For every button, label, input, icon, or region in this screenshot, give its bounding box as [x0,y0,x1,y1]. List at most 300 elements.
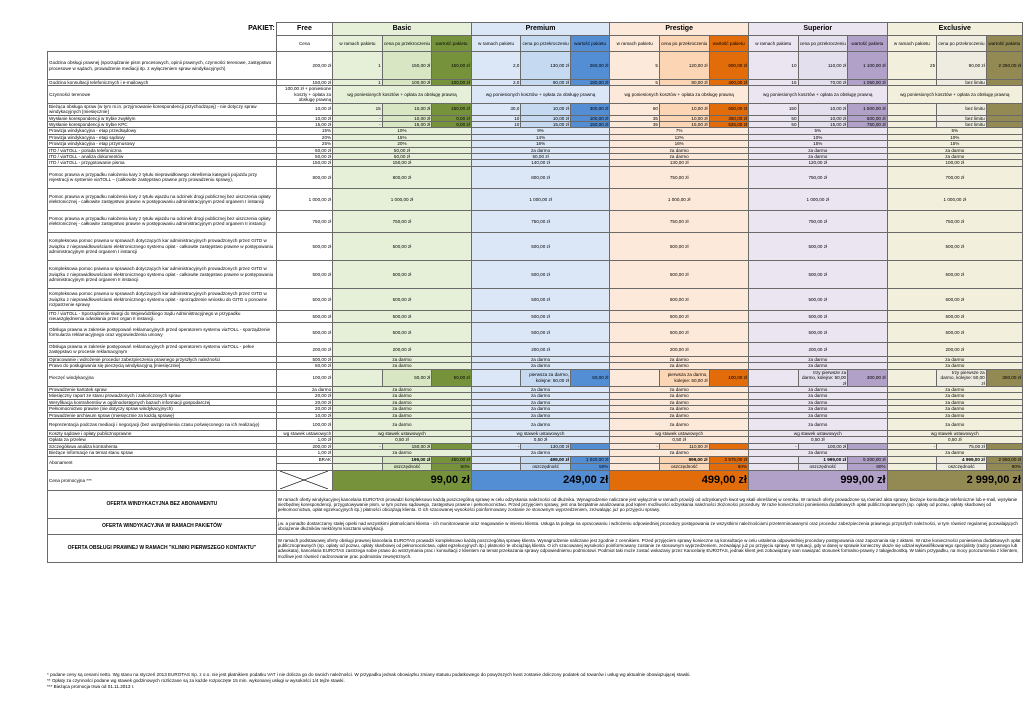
prestige-promo-price: 499,00 zł [610,470,749,490]
sub-header-cena-po-exclusive: cena po przekroczeniu [937,36,987,52]
prestige-included-cell: 60 [610,103,660,115]
prestige-abonament-price: 999,00 zł [659,456,709,463]
free-price-cell: 50,00 zł [276,147,332,153]
row-label: Pomoc prawna w przypadku nałożenia kary z tytułu wjazdu na odcinek drogi publicznej bez uiszczenia opłaty elektronicznej - całkowite zastępstwo prawne w postępowaniu administracyjnym przed organem II instancji [48,210,277,232]
exclusive-price-cell: wg stawek ustawowych [887,430,1022,436]
exclusive-abonament-spacer [887,456,937,463]
sub-header-w-ramach-basic: w ramach pakietu [333,36,383,52]
prestige-price-cell: 7% [610,128,749,134]
footnote-promo: *** Bieżąca promocja trwa od 01.11.2013 r. [47,683,135,689]
row-label: Bieżąca obsługa spraw (w tym m.in. przyjmowanie korespondencji przychodzącej) - nie dotyczy spraw windykacyjnych [miesięcznie] [48,103,277,115]
offer-description-row [48,534,1023,562]
free-price-cell: 100,00 zł [276,418,332,430]
exclusive-price-cell: za darmo [887,386,1022,392]
superior-over-cell: 100,00 zł [798,443,848,449]
superior-price-cell: 500,00 zł [748,288,887,310]
free-price-cell: 800,00 zł [276,166,332,188]
superior-oszczednosc-value: 60% [848,463,887,470]
superior-over-cell: 70,00 zł [798,80,848,86]
row-label: Pieczęć windykacyjna [48,369,277,386]
sub-header-cena-po-superior: cena po przekroczeniu [798,36,848,52]
prestige-price-cell: za darmo [610,418,749,430]
free-price-cell: za darmo [276,386,332,392]
free-price-cell: 500,00 zł [276,356,332,362]
price-table [47,22,1023,563]
exclusive-included-cell: 25 [887,52,937,80]
row-label: Czynności terenowe [48,86,277,103]
sub-header-wartosc-premium: wartość pakietu [570,36,609,52]
free-price-cell: 10,00 zł [276,115,332,121]
basic-price-cell: 200,00 zł [333,342,472,356]
table-row [48,260,1023,288]
superior-price-cell: za darmo [748,363,887,369]
abonament-row [48,456,1023,463]
basic-value-cell: 150,00 zł [432,52,471,80]
prestige-price-cell: wg poniesionych kosztów + opłata za obsługę prawną [610,86,749,103]
sub-header-w-ramach-premium: w ramach pakietu [471,36,521,52]
basic-promo-price: 99,00 zł [333,470,472,490]
premium-price-cell: 18% [471,141,610,147]
premium-price-cell: za darmo [471,406,610,412]
exclusive-oszczednosc-value: 90% [986,463,1022,470]
exclusive-over-cell: bez limitu [937,122,987,128]
row-label: ITD / viaTOLL - analiza dokumentów [48,154,277,160]
footnotes [47,672,1023,689]
free-price-cell: 100,00 zł [276,369,332,386]
table-row [48,188,1023,210]
superior-price-cell: 750,00 zł [748,166,887,188]
row-label: Kompleksowa pomoc prawna w sprawach dotyczących kar administracyjnych prowadzonych przez GITD w związku z nieprawidłowościami elektronicznego systemu opłat - całkowite zastępstwo prawne w postępowaniu administracyjnym przed organem II instancji [48,260,277,288]
price-table-sheet [47,22,1023,563]
row-label: Opracowanie i wdrożenie procedur zabezpieczenia prawnego przyszłych należności [48,356,277,362]
row-label: Weryfikacja kontrahentów w ogólnodostępnych bazach informacji gospodarczej [48,399,277,405]
free-price-cell: 20,00 zł [276,399,332,405]
free-price-cell: 200,00 zł [276,52,332,80]
exclusive-over-cell: trzy pierwsze za darmo, kolejne: 50,00 zł [937,369,987,386]
free-price-cell: 200,00 zł [276,443,332,449]
row-label: Wysłanie korespondencji w trybie zwykłym [48,115,277,121]
premium-included-cell: 2,0 [471,80,521,86]
basic-price-cell: za darmo [333,418,472,430]
exclusive-over-cell: 75,00 zł [937,443,987,449]
superior-oszczednosc-spacer [748,463,798,470]
offer-description-row [48,518,1023,534]
free-price-cell: 10,00 zł [276,412,332,418]
superior-price-cell: za darmo [748,412,887,418]
premium-over-cell: 10,00 zł [521,103,571,115]
basic-included-cell: - [333,122,383,128]
free-price-cell: 200,00 zł [276,342,332,356]
pakiet-label: PAKIET: [248,25,275,33]
superior-price-cell: za darmo [748,450,887,456]
prestige-abonament-spacer [610,456,660,463]
sub-header-w-ramach-exclusive: w ramach pakietu [887,36,937,52]
exclusive-price-cell: za darmo [887,356,1022,362]
prestige-price-cell: 500,00 zł [610,260,749,288]
sub-header-w-ramach-superior: w ramach pakietu [748,36,798,52]
exclusive-price-cell: 1 000,00 zł [887,188,1022,210]
exclusive-price-cell: 500,00 zł [887,322,1022,342]
premium-price-cell: 9% [471,128,610,134]
basic-abonament-value: 450,00 zł [432,456,471,463]
row-label: Prowizja windykacyjna - etap przedsądowy [48,128,277,134]
free-price-cell: 50,00 zł [276,154,332,160]
prestige-value-cell: 100,00 zł [709,369,748,386]
basic-price-cell: 500,00 zł [333,288,472,310]
basic-price-cell: za darmo [333,356,472,362]
package-superior-title: Superior [748,23,887,36]
premium-price-cell: 140,00 zł [471,160,610,166]
premium-price-cell: 500,00 zł [471,310,610,322]
superior-price-cell: 500,00 zł [748,310,887,322]
superior-price-cell: za darmo [748,393,887,399]
superior-over-cell: 15,00 zł [798,122,848,128]
premium-price-cell: 500,00 zł [471,260,610,288]
prestige-over-cell: 10,00 zł [659,115,709,121]
basic-price-cell: 0,50 zł [333,437,472,443]
superior-price-cell: za darmo [748,356,887,362]
footnote-hours: ** Opłaty za czynności podane wg stawek godzinowych rozliczane są za każde rozpoczęte 15 min. wykonanej usługi w wysokości 1/4 tejże stawki. [47,677,345,683]
exclusive-price-cell: wg poniesionych kosztów + opłata za obsługę prawną [887,86,1022,103]
offer-description-text: W ramach oferty windykacyjnej kancelaria EUROTAS prowadzi kompleksowo każdą poszczególną sprawę w celu odzyskania należności od dłużnika. Wynagrodzenie naliczane jest wyłącznie w ramach prowizji od odzyskanych kwot wg skali określonej w cenniku. W ramach oferty prowadzone są również akta sprawy, bieżące konsultacje telefoniczne lub e-mail, wysyłanie niezbędnej korespondencji, przygotowywanie pism, w tym pozwu sądowego, zastępstwo prawne i pełnomocnictwo. Przed przyjęciem sprawy, jest ona bezpłatnie analizowana pod kątem możliwości odzyskania należności złożoności procedury. W razie konieczności poniesienia dodatkowych opłat publicznoprawnych (np. opłaty od pozwu, opłaty skarbowej od pełnomocnictwa, opłat egzekucyjnych itp.) płatności obciążają klienta. O ich szacowanej wysokości poinformowany zostanie ze stosownym wyprzedzeniem, zezwalając już po przyjęciu sprawy. [276,490,1022,518]
premium-price-cell: za darmo [471,450,610,456]
prestige-price-cell: za darmo [610,393,749,399]
prestige-value-cell: 525,00 zł [709,122,748,128]
row-label: Obsługa prawna w zakresie postępowań reklamacyjnych przed operatorem systemu viaTOLL - pełne zastępstwo w procesie reklamacyjnym [48,342,277,356]
exclusive-price-cell: 700,00 zł [887,166,1022,188]
abonament-label: Abonament [48,456,277,470]
exclusive-included-cell: - [887,443,937,449]
exclusive-over-cell: bez limitu [937,80,987,86]
superior-price-cell: 500,00 zł [748,260,887,288]
prestige-included-cell: - [610,443,660,449]
prestige-price-cell: 12% [610,134,749,140]
basic-price-cell: 20% [333,141,472,147]
prestige-price-cell: za darmo [610,386,749,392]
prestige-price-cell: 500,00 zł [610,232,749,260]
premium-over-cell: 10,00 zł [521,115,571,121]
prestige-price-cell: 200,00 zł [610,342,749,356]
row-label: Miesięczny raport ze stanu prowadzonych i zakończonych spraw [48,393,277,399]
exclusive-price-cell: za darmo [887,154,1022,160]
prestige-price-cell: za darmo [610,399,749,405]
exclusive-price-cell: 500,00 zł [887,232,1022,260]
premium-price-cell: 500,00 zł [471,288,610,310]
prestige-over-cell: 120,00 zł [659,52,709,80]
package-prestige-title: Prestige [610,23,749,36]
premium-included-cell: 10 [471,122,521,128]
table-row [48,210,1023,232]
premium-included-cell: 10 [471,115,521,121]
basic-over-cell: 15,00 zł [382,122,432,128]
superior-over-cell: 110,00 zł [798,52,848,80]
offer-description-label: OFERTA WINDYKACYJNA BEZ ABONAMENTU [48,490,277,518]
basic-price-cell: za darmo [333,363,472,369]
superior-included-cell [748,369,798,386]
prestige-price-cell: za darmo [610,356,749,362]
prestige-included-cell: 5 [610,52,660,80]
basic-price-cell: 1 000,00 zł [333,188,472,210]
package-free-title: Free [276,23,332,36]
superior-price-cell: 5% [748,128,887,134]
basic-over-cell: 150,00 zł [382,52,432,80]
prestige-price-cell: za darmo [610,363,749,369]
basic-over-cell: 100,00 zł [382,80,432,86]
superior-price-cell: za darmo [748,418,887,430]
premium-price-cell: za darmo [471,412,610,418]
premium-value-cell: 100,00 zł [570,115,609,121]
table-row [48,288,1023,310]
superior-over-cell: 10,00 zł [798,103,848,115]
free-price-cell: 500,00 zł [276,310,332,322]
basic-price-cell: 500,00 zł [333,322,472,342]
cena-header: Cena [276,36,332,52]
prestige-value-cell: 600,00 zł [709,103,748,115]
superior-included-cell: 15 [748,80,798,86]
abonament-free: BRAK [276,456,332,463]
basic-included-cell: 1 [333,52,383,80]
free-price-cell: 50,00 zł [276,363,332,369]
basic-price-cell: za darmo [333,399,472,405]
row-label: Koszty sądowe i opłaty publicznoprawne [48,430,277,436]
prestige-over-cell: 80,00 zł [659,80,709,86]
superior-value-cell: 750,00 zł [848,122,887,128]
premium-over-cell: 90,00 zł [521,80,571,86]
prestige-price-cell: 750,00 zł [610,210,749,232]
basic-oszczednosc-spacer [333,463,383,470]
prestige-included-cell: 5 [610,80,660,86]
free-price-cell: 500,00 zł [276,288,332,310]
premium-included-cell: 2,0 [471,52,521,80]
exclusive-price-cell: 500,00 zł [887,260,1022,288]
row-label: ITD / viaTOLL - przygotowanie pisma [48,160,277,166]
package-premium-title: Premium [471,23,610,36]
prestige-over-cell: 110,00 zł [659,443,709,449]
premium-price-cell: 500,00 zł [471,232,610,260]
superior-price-cell: 500,00 zł [748,232,887,260]
row-label: Reprezentacja podczas mediacji i negocjacji (bez uwzględnienia czasu poświęconego na ich realizację) [48,418,277,430]
promo-row [48,470,1023,490]
row-label: Szczegółowa analiza kontrahenta [48,443,277,449]
free-price-cell: 10,00 zł [276,103,332,115]
table-row [48,103,1023,115]
basic-price-cell: 50,00 zł [333,147,472,153]
superior-price-cell: 15% [748,141,887,147]
package-basic-title: Basic [333,23,472,36]
premium-price-cell: 0,50 zł [471,437,610,443]
basic-over-cell: 150,00 zł [382,443,432,449]
table-row [48,418,1023,430]
superior-included-cell: 10 [748,52,798,80]
exclusive-oszczednosc-label: oszczędność [937,463,987,470]
premium-price-cell: 500,00 zł [471,322,610,342]
prestige-price-cell: 500,00 zł [610,322,749,342]
row-label: Pomoc prawna w przypadku nałożenia kary z tytułu wjazdu na odcinek drogi publicznej bez uiszczenia opłaty elektronicznej - całkowite zastępstwo prawne w postępowaniu administracyjnym przed organem I instancji [48,188,277,210]
basic-over-cell: 10,00 zł [382,103,432,115]
free-price-cell: 1,00 zł [276,450,332,456]
exclusive-price-cell: 750,00 zł [887,210,1022,232]
exclusive-price-cell: za darmo [887,147,1022,153]
premium-oszczednosc-label: oszczędność [521,463,571,470]
prestige-price-cell: 500,00 zł [610,310,749,322]
prestige-included-cell: 35 [610,115,660,121]
sub-header-wartosc-exclusive: wartość pakietu [986,36,1022,52]
exclusive-over-cell: bez limitu [937,103,987,115]
row-label: Prowadzenie kartotek spraw [48,386,277,392]
row-label: Obsługa prawna w zakresie postępowań reklamacyjnych przed operatorem systemu viaTOLL - sporządzenie formularza reklamacyjnego oraz wypowiedzenia umowy [48,322,277,342]
superior-oszczednosc-label: oszczędność [798,463,848,470]
sub-header-w-ramach-prestige: w ramach pakietu [610,36,660,52]
table-row [48,322,1023,342]
free-price-cell: 15% [276,128,332,134]
row-label: Godzina obsługi prawnej (sporządzanie pism procesowych, opinii prawnych, czynności terenowe, zastępstwo procesowe w sądach, prowadzenie mediacji itp. z wyłączeniem spraw windykacyjnych) [48,52,277,80]
exclusive-price-cell: za darmo [887,406,1022,412]
prestige-included-cell: 35 [610,122,660,128]
table-row [48,369,1023,386]
basic-price-cell: za darmo [333,412,472,418]
promo-label: Cena promocyjna *** [48,470,277,490]
premium-price-cell: za darmo [471,363,610,369]
free-price-cell: wg stawek ustawowych [276,430,332,436]
prestige-value-cell: 400,00 zł [709,80,748,86]
exclusive-over-cell: 90,00 zł [937,52,987,80]
superior-abonament-value: 5 200,00 zł [848,456,887,463]
premium-price-cell: za darmo [471,399,610,405]
exclusive-abonament-value: 2 550,00 zł [986,456,1022,463]
exclusive-price-cell: 5% [887,128,1022,134]
free-price-cell: 20,00 zł [276,393,332,399]
premium-over-cell: pierwsza za darmo, kolejne: 50,00 zł [521,369,571,386]
basic-price-cell: 10% [333,128,472,134]
exclusive-price-cell: 15% [887,141,1022,147]
row-label: ITD / viaTOLL - porada telefoniczna [48,147,277,153]
offer-description-label: OFERTA WINDYKACYJNA W RAMACH PAKIETÓW [48,518,277,534]
basic-price-cell: 500,00 zł [333,310,472,322]
prestige-price-cell: 130,00 zł [610,160,749,166]
premium-over-cell: 130,00 zł [521,52,571,80]
premium-price-cell: wg stawek ustawowych [471,430,610,436]
row-label: Godzina konsultacji telefonicznych i e-mailowych [48,80,277,86]
row-label: Kompleksowa pomoc prawna w sprawach dotyczących kar administracyjnych prowadzonych przez GITD w związku z nieprawidłowościami elektronicznego systemu opłat - sporządzenie wniosku do GITD o ponowne rozpatrzenie sprawy [48,288,277,310]
basic-price-cell: za darmo [333,450,472,456]
prestige-price-cell: za darmo [610,406,749,412]
prestige-abonament-value: 2 575,00 zł [709,456,748,463]
superior-price-cell: wg poniesionych kosztów + opłata za obsługę prawną [748,86,887,103]
free-price-cell: 150,00 zł [276,80,332,86]
table-row [48,86,1023,103]
basic-over-cell: 50,00 zł [382,369,432,386]
premium-value-cell: 150,00 zł [570,122,609,128]
premium-promo-price: 249,00 zł [471,470,610,490]
premium-price-cell: za darmo [471,386,610,392]
prestige-oszczednosc-value: 60% [709,463,748,470]
exclusive-over-cell: bez limitu [937,115,987,121]
superior-price-cell: za darmo [748,399,887,405]
prestige-price-cell: 750,00 zł [610,166,749,188]
row-label: Prowadzenie archiwum spraw (miesięcznie za każdą sprawę) [48,412,277,418]
superior-price-cell: za darmo [748,406,887,412]
superior-included-cell: 150 [748,103,798,115]
superior-promo-price: 999,00 zł [748,470,887,490]
row-label: Pełnomocnictwo prawne (nie dotyczy spraw windykacyjnych) [48,406,277,412]
prestige-price-cell: 0,50 zł [610,437,749,443]
premium-included-cell: - [471,443,521,449]
basic-value-cell: 0,00 zł [432,115,471,121]
basic-price-cell: 150,00 zł [333,160,472,166]
prestige-price-cell: wg stawek ustawowych [610,430,749,436]
superior-abonament-price: 1 999,00 zł [798,456,848,463]
exclusive-included-cell [887,103,937,115]
row-label: Opłata za przelew [48,437,277,443]
sub-header-cena-po-basic: cena po przekroczeniu [382,36,432,52]
free-price-cell: 150,00 zł [276,160,332,166]
superior-price-cell: 200,00 zł [748,342,887,356]
exclusive-price-cell: 500,00 zł [887,310,1022,322]
offer-description-text: j.w. a ponadto dostarczamy stałej opieki nad wszystkimi płatnościami klienta - ich monitorowanie oraz reagowanie w imieniu klienta. Usługa ta polega na opracowaniu i wdrożeniu odpowiedniej procedury postępowania ze wszystkimi należnościami przeterminowanymi oraz procedur zabezpieczenia prawnego przyszłych należności, w tym również regularnej pozwalających obciążenie dłużników niektórymi kosztami windykacji. [276,518,1022,534]
sub-header-wartosc-prestige: wartość pakietu [709,36,748,52]
free-price-cell: 750,00 zł [276,210,332,232]
superior-price-cell: za darmo [748,386,887,392]
basic-price-cell: za darmo [333,406,472,412]
premium-value-cell: 180,00 zł [570,80,609,86]
exclusive-price-cell: 200,00 zł [887,342,1022,356]
premium-price-cell: 200,00 zł [471,342,610,356]
prestige-value-cell: 350,00 zł [709,115,748,121]
exclusive-oszczednosc-spacer [887,463,937,470]
basic-price-cell: 500,00 zł [333,260,472,288]
table-row [48,52,1023,80]
basic-oszczednosc-label: oszczędność [382,463,432,470]
row-label: Pomoc prawna w przypadku nałożenia kary z tytułu nieprawidłowego określenia kategorii pojazdu przy rejestracji w systemie viaTOLL – (całkowite zastępstwo prawne przy prowadzeniu sprawy), [48,166,277,188]
free-price-cell: 500,00 zł [276,322,332,342]
prestige-price-cell: 1 000,00 zł [610,188,749,210]
table-row [48,310,1023,322]
premium-abonament-spacer [471,456,521,463]
superior-value-cell: 1 050,00 zł [848,80,887,86]
exclusive-price-cell: za darmo [887,399,1022,405]
basic-value-cell: 100,00 zł [432,80,471,86]
basic-value-cell: 150,00 zł [432,103,471,115]
prestige-price-cell: 16% [610,141,749,147]
superior-included-cell: - [748,443,798,449]
row-label: Prowizja windykacyjna - etap sądowy [48,134,277,140]
exclusive-price-cell: 0,50 zł [887,437,1022,443]
superior-price-cell: 0,50 zł [748,437,887,443]
premium-price-cell: za darmo [471,418,610,430]
exclusive-abonament-price: 4 999,00 zł [937,456,987,463]
superior-value-cell: 300,00 zł [848,369,887,386]
basic-included-cell [333,369,383,386]
basic-price-cell: za darmo [333,386,472,392]
basic-over-cell: 10,00 zł [382,115,432,121]
exclusive-included-cell [887,369,937,386]
superior-price-cell: 10% [748,134,887,140]
premium-over-cell: 15,00 zł [521,122,571,128]
exclusive-value-cell: 300,00 zł [986,369,1022,386]
basic-price-cell: wg stawek ustawowych [333,430,472,436]
free-price-cell: 1 000,00 zł [276,188,332,210]
sub-header-wartosc-superior: wartość pakietu [848,36,887,52]
prestige-oszczednosc-label: oszczędność [659,463,709,470]
exclusive-price-cell: za darmo [887,412,1022,418]
prestige-value-cell: 600,00 zł [709,52,748,80]
premium-price-cell: 1 000,00 zł [471,188,610,210]
basic-included-cell: - [333,115,383,121]
free-price-cell: 20% [276,134,332,140]
basic-included-cell: 15 [333,103,383,115]
row-label: Bieżące informacje na temat stanu spraw [48,450,277,456]
prestige-price-cell: za darmo [610,412,749,418]
